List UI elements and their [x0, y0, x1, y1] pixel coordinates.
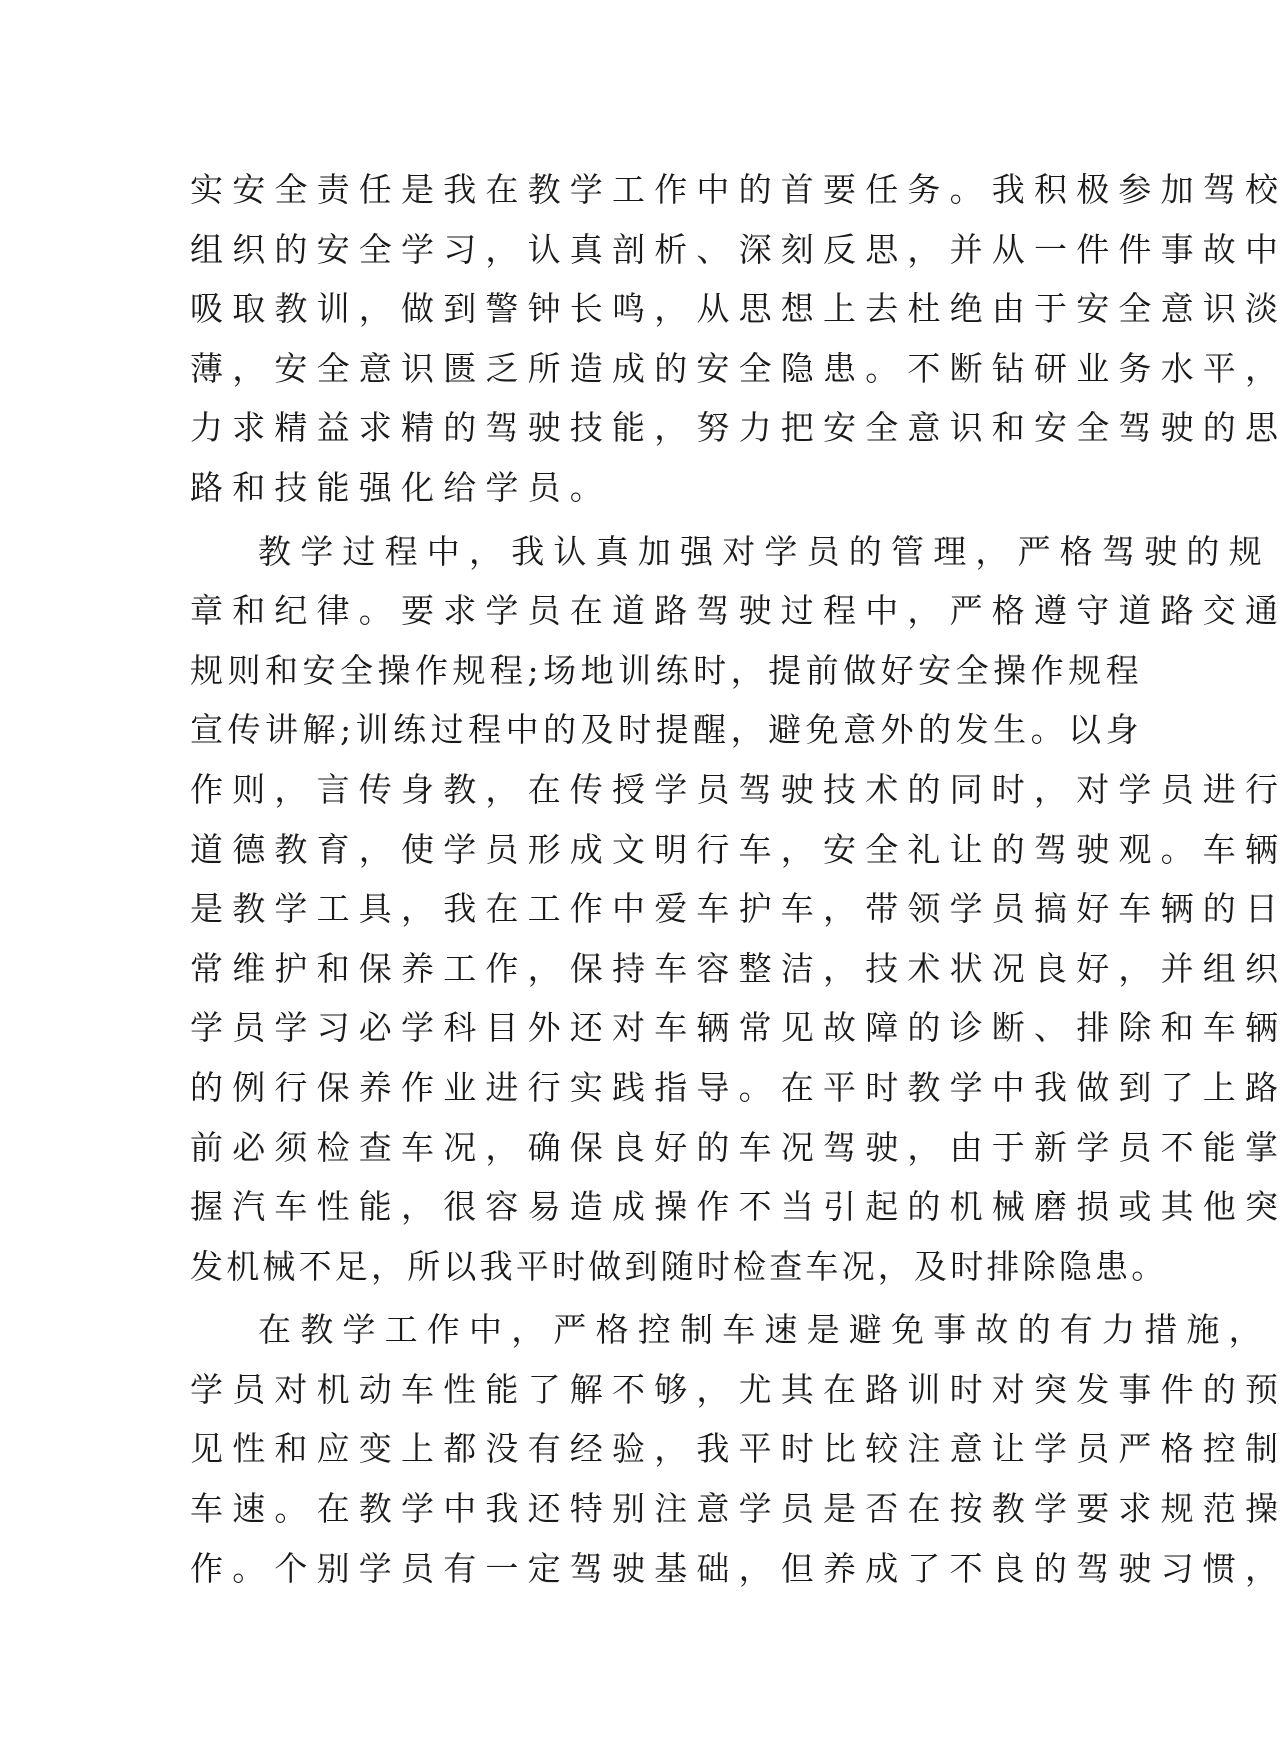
text-line: 学员学习必学科目外还对车辆常见故障的诊断、排除和车辆	[190, 1008, 1287, 1048]
text-line: 章和纪律。要求学员在道路驾驶过程中，严格遵守道路交通	[190, 591, 1287, 631]
text-line: 握汽车性能，很容易造成操作不当引起的机械磨损或其他突	[190, 1187, 1287, 1227]
text-line: 车速。在教学中我还特别注意学员是否在按教学要求规范操	[190, 1489, 1287, 1529]
text-line: 宣传讲解;训练过程中的及时提醒，避免意外的发生。以身	[190, 710, 1144, 750]
paragraph-first-line: 在教学工作中，严格控制车速是避免事故的有力措施，	[258, 1310, 1271, 1350]
text-line: 规则和安全操作规程;场地训练时，提前做好安全操作规程	[190, 650, 1144, 690]
text-line: 前必须检查车况，确保良好的车况驾驶，由于新学员不能掌	[190, 1127, 1287, 1167]
text-line: 组织的安全学习，认真剖析、深刻反思，并从一件件事故中	[190, 229, 1287, 269]
text-line: 作则，言传身教，在传授学员驾驶技术的同时，对学员进行	[190, 769, 1287, 809]
text-line: 学员对机动车性能了解不够，尤其在路训时对突发事件的预	[190, 1369, 1287, 1409]
text-line: 道德教育，使学员形成文明行车，安全礼让的驾驶观。车辆	[190, 829, 1287, 869]
text-line: 吸取教训，做到警钟长鸣，从思想上去杜绝由于安全意识淡	[190, 289, 1287, 329]
text-line: 路和技能强化给学员。	[190, 467, 612, 507]
text-line: 的例行保养作业进行实践指导。在平时教学中我做到了上路	[190, 1067, 1287, 1107]
text-line: 发机械不足，所以我平时做到随时检查车况，及时排除隐患。	[190, 1246, 1168, 1286]
text-line: 常维护和保养工作，保持车容整洁，技术状况良好，并组织	[190, 948, 1287, 988]
text-line: 力求精益求精的驾驶技能，努力把安全意识和安全驾驶的思	[190, 408, 1287, 448]
body-text	[190, 160, 1287, 1598]
text-line: 薄，安全意识匮乏所造成的安全隐患。不断钻研业务水平，	[190, 348, 1287, 388]
paragraph-first-line: 教学过程中，我认真加强对学员的管理，严格驾驶的规	[258, 531, 1271, 571]
text-line: 实安全责任是我在教学工作中的首要任务。我积极参加驾校	[190, 170, 1287, 209]
text-line: 作。个别学员有一定驾驶基础，但养成了不良的驾驶习惯，	[190, 1548, 1287, 1588]
text-line: 是教学工具，我在工作中爱车护车，带领学员搞好车辆的日	[190, 889, 1287, 929]
text-line: 见性和应变上都没有经验，我平时比较注意让学员严格控制	[190, 1429, 1287, 1469]
